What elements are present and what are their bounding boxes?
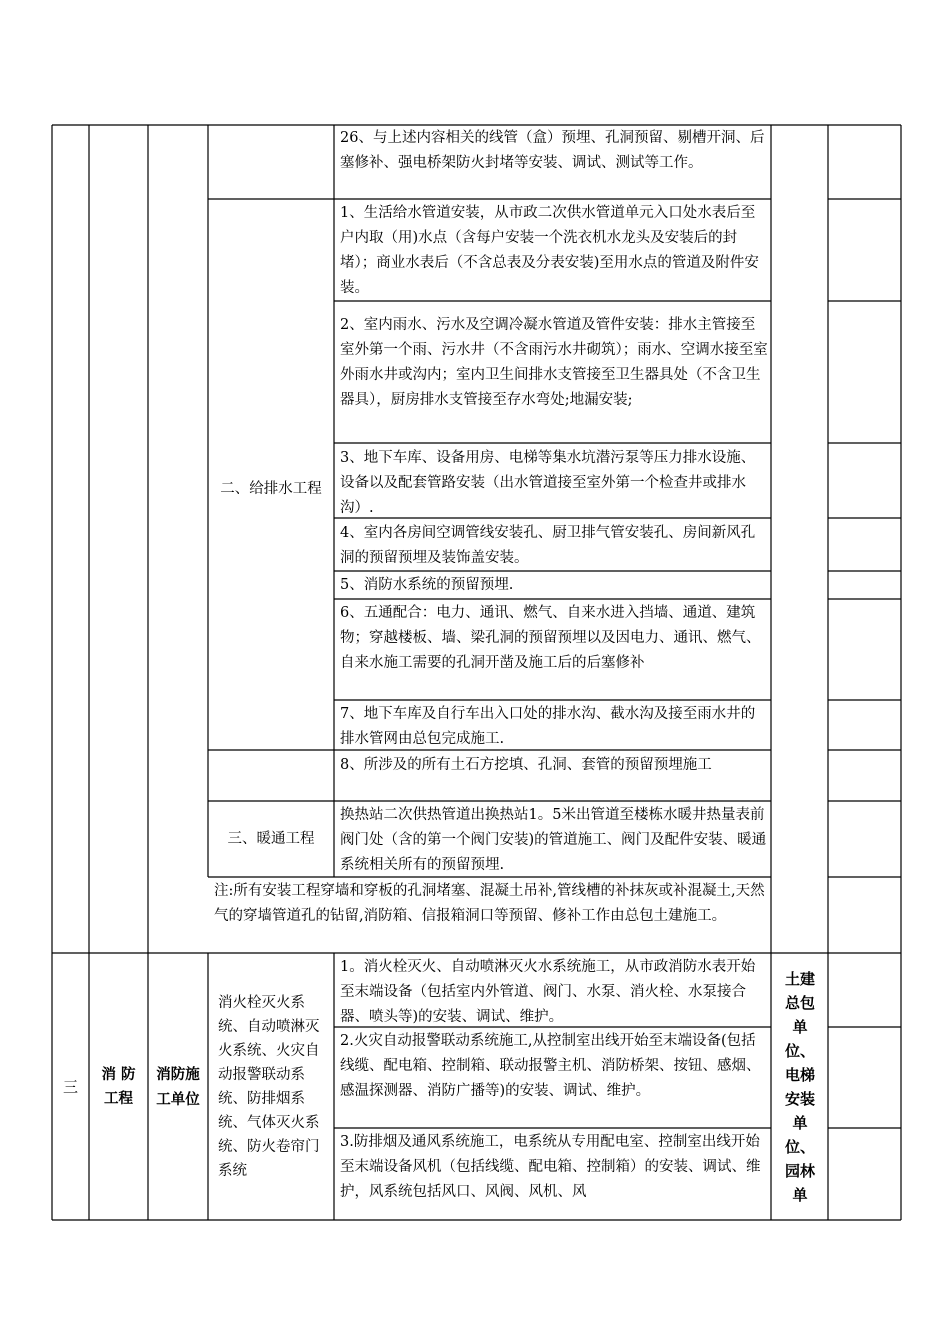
- subsection-heating-label: 三、暖通工程: [227, 831, 315, 847]
- section-unit: 消防施工单位: [156, 1065, 200, 1108]
- section3-item-1: 1。消火栓灭火、自动喷淋灭火水系统施工，从市政消防水表开始至末端设备（包括室内外管道、阀门、水泵、消火栓、水泵接合器、喷头等)的安装、调试、维护。: [340, 959, 756, 1025]
- table-row-water-1: 1、生活给水管道安装，从市政二次供水管道单元入口处水表后至户内取（用)水点（含每户安装一个洗衣机水龙头及安装后的封堵）；商业水表后（不含总表及分表安装)至用水点的管道及附件安装。: [340, 205, 759, 296]
- section3-item-2: 2.火灾自动报警联动系统施工,从控制室出线开始至末端设备(包括线缆、配电箱、控制箱、联动报警主机、消防桥架、按钮、感烟、感温探测器、消防广播等)的安装、调试、维护。: [340, 1033, 761, 1099]
- note-text: 注:所有安装工程穿墙和穿板的孔洞堵塞、混凝土吊补,管线槽的补抹灰或补混凝土,天然气的穿墙管道孔的钻留,消防箱、信报箱洞口等预留、修补工作由总包土建施工。: [214, 883, 765, 924]
- table-row-water-4: 4、室内各房间空调管线安装孔、厨卫排气管安装孔、房间新风孔洞的预留预埋及装饰盖安装。: [340, 525, 756, 566]
- section-name: 消 防工程: [101, 1065, 136, 1107]
- table-row-water-6: 6、五通配合：电力、通讯、燃气、自来水进入挡墙、通道、建筑物；穿越楼板、墙、梁孔洞的预留预埋以及因电力、通讯、燃气、自来水施工需要的孔洞开凿及施工后的后塞修补: [340, 605, 761, 671]
- section-systems: 消火栓灭火系统、自动喷淋灭火系统、火灾自动报警联动系统、防排烟系统、气体灭火系统、防火卷帘门系统: [218, 994, 320, 1179]
- table-row-water-7: 7、地下车库及自行车出入口处的排水沟、截水沟及接至雨水井的排水管网由总包完成施工.: [340, 706, 756, 747]
- table-row-water-5: 5、消防水系统的预留预埋.: [340, 577, 514, 593]
- table-row-heating: 换热站二次供热管道出换热站1。5米出管道至楼栋水暖井热量表前阀门处（含的第一个阀门安装)的管道施工、阀门及配件安装、暖通系统相关所有的预留预埋.: [340, 807, 767, 873]
- table-row-water-8: 8、所涉及的所有土石方挖填、孔洞、套管的预留预埋施工: [340, 757, 712, 773]
- table-row-water-3: 3、地下车库、设备用房、电梯等集水坑潜污泵等压力排水设施、设备以及配套管路安装（出水管道接至室外第一个检查井或排水沟）.: [340, 450, 756, 516]
- subsection-water-label: 二、给排水工程: [220, 481, 322, 497]
- table-row-water-2: 2、室内雨水、污水及空调冷凝水管道及管件安装：排水主管接至室外第一个雨、污水井（不含雨污水井砌筑）；雨水、空调水接至室外雨水井或沟内；室内卫生间排水支管接至卫生器具处（不含卫生器具），厨房排水支管接至存水弯处;地漏安装;: [340, 317, 768, 408]
- section-number: 三: [62, 1077, 78, 1096]
- section3-coordination: 土建总包单位、电梯安装单位、园林单: [785, 969, 816, 1204]
- table-row-26: 26、与上述内容相关的线管（盒）预埋、孔洞预留、剔槽开洞、后塞修补、强电桥架防火封堵等安装、调试、测试等工作。: [340, 130, 765, 171]
- section3-item-3: 3.防排烟及通风系统施工，电系统从专用配电室、控制室出线开始至末端设备风机（包括线缆、配电箱、控制箱）的安装、调试、维护，风系统包括风口、风阀、风机、风: [340, 1134, 761, 1200]
